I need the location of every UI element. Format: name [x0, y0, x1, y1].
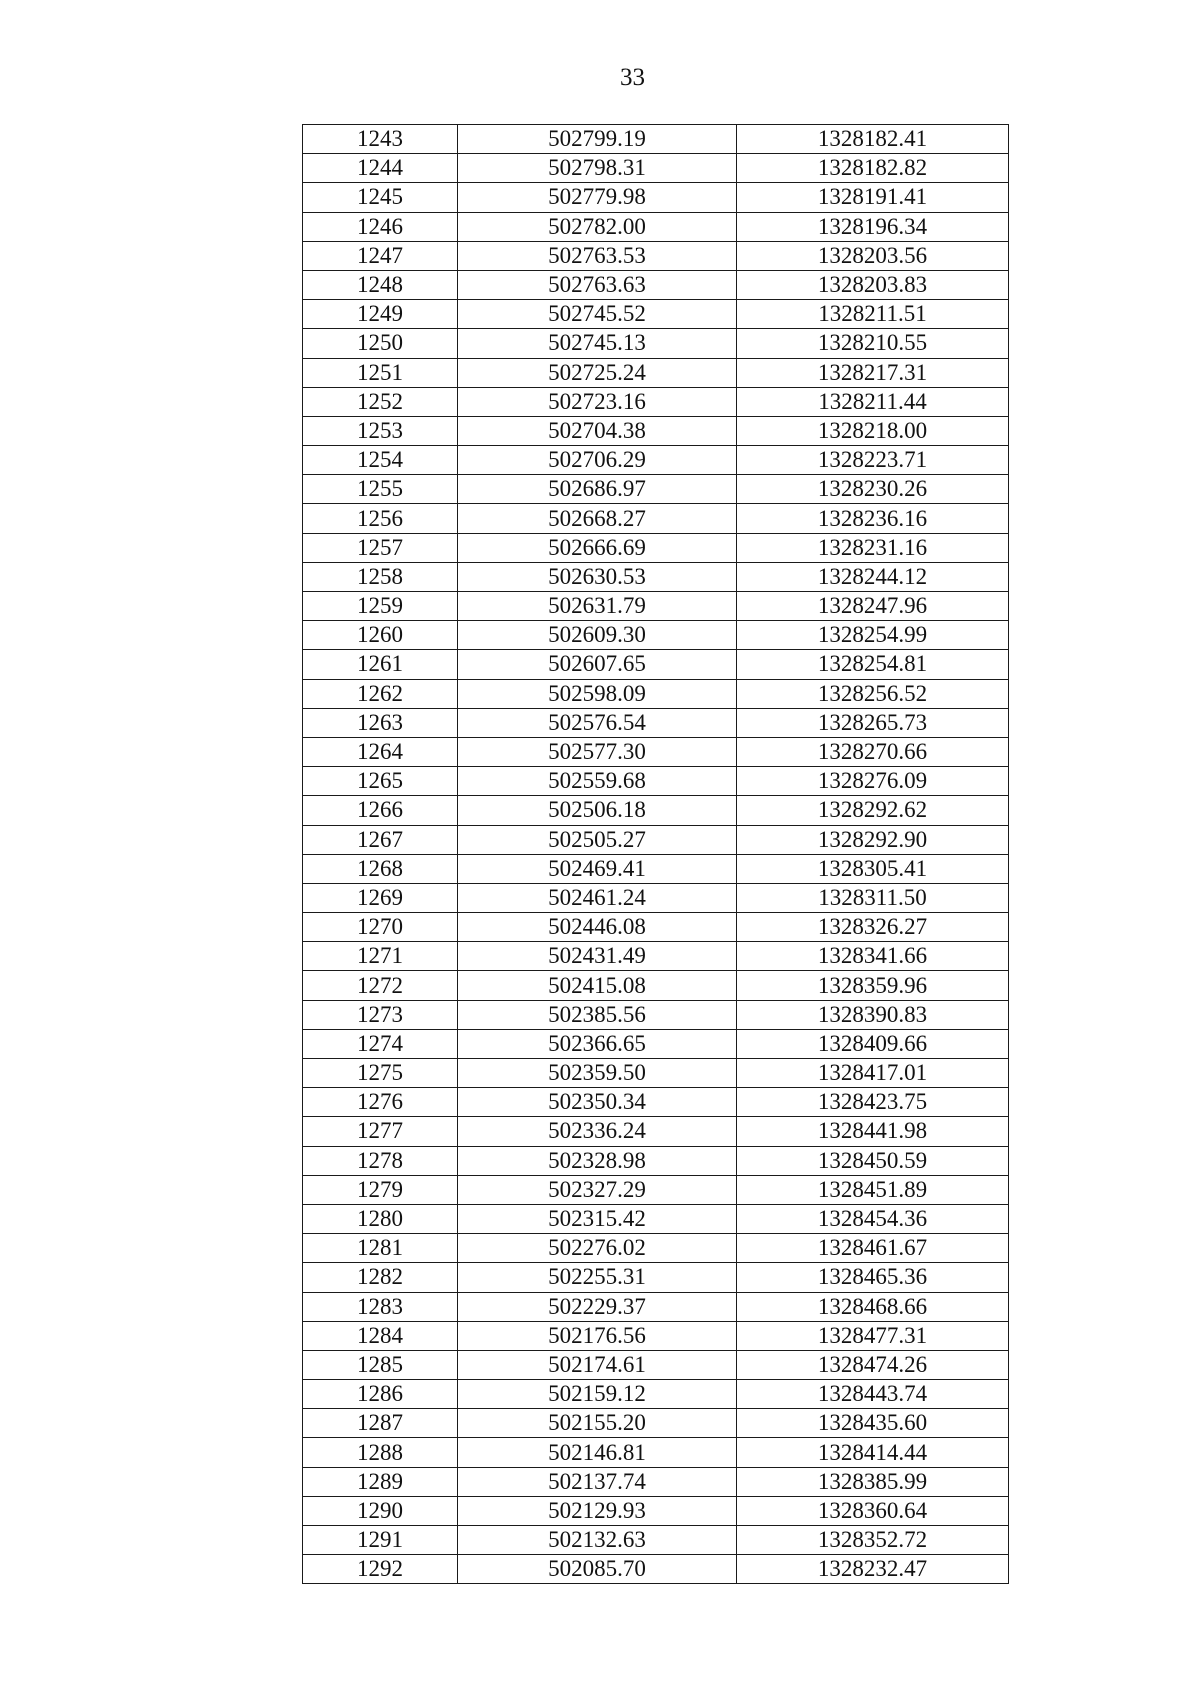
table-row [303, 1117, 1009, 1146]
table-row [303, 183, 1009, 212]
y-coordinate-cell: 1328359.96 [737, 971, 1009, 1000]
x-coordinate-cell: 502505.27 [458, 825, 737, 854]
y-coordinate-cell: 1328465.36 [737, 1263, 1009, 1292]
y-coordinate-cell: 1328435.60 [737, 1409, 1009, 1438]
table-row [303, 1204, 1009, 1233]
table-row [303, 592, 1009, 621]
x-coordinate-cell: 502431.49 [458, 942, 737, 971]
x-coordinate-cell: 502706.29 [458, 446, 737, 475]
x-coordinate-cell: 502609.30 [458, 621, 737, 650]
y-coordinate-cell: 1328247.96 [737, 592, 1009, 621]
x-coordinate-cell: 502559.68 [458, 767, 737, 796]
y-coordinate-cell: 1328326.27 [737, 913, 1009, 942]
y-coordinate-cell: 1328218.00 [737, 416, 1009, 445]
point-number-cell: 1249 [303, 300, 458, 329]
y-coordinate-cell: 1328182.41 [737, 125, 1009, 154]
point-number-cell: 1271 [303, 942, 458, 971]
table-row [303, 796, 1009, 825]
point-number-cell: 1256 [303, 504, 458, 533]
x-coordinate-cell: 502229.37 [458, 1292, 737, 1321]
table-row [303, 1350, 1009, 1379]
x-coordinate-cell: 502137.74 [458, 1467, 737, 1496]
table-row [303, 1000, 1009, 1029]
point-number-cell: 1269 [303, 883, 458, 912]
table-row [303, 1409, 1009, 1438]
point-number-cell: 1291 [303, 1526, 458, 1555]
y-coordinate-cell: 1328265.73 [737, 708, 1009, 737]
point-number-cell: 1247 [303, 241, 458, 270]
point-number-cell: 1288 [303, 1438, 458, 1467]
table-row [303, 329, 1009, 358]
point-number-cell: 1284 [303, 1321, 458, 1350]
table-row [303, 883, 1009, 912]
y-coordinate-cell: 1328191.41 [737, 183, 1009, 212]
point-number-cell: 1276 [303, 1088, 458, 1117]
point-number-cell: 1283 [303, 1292, 458, 1321]
table-row [303, 1380, 1009, 1409]
y-coordinate-cell: 1328211.51 [737, 300, 1009, 329]
table-row [303, 825, 1009, 854]
x-coordinate-cell: 502668.27 [458, 504, 737, 533]
point-number-cell: 1243 [303, 125, 458, 154]
x-coordinate-cell: 502723.16 [458, 387, 737, 416]
point-number-cell: 1278 [303, 1146, 458, 1175]
y-coordinate-cell: 1328223.71 [737, 446, 1009, 475]
point-number-cell: 1260 [303, 621, 458, 650]
x-coordinate-cell: 502745.13 [458, 329, 737, 358]
point-number-cell: 1289 [303, 1467, 458, 1496]
y-coordinate-cell: 1328203.56 [737, 241, 1009, 270]
table-row [303, 1526, 1009, 1555]
table-row [303, 942, 1009, 971]
y-coordinate-cell: 1328236.16 [737, 504, 1009, 533]
y-coordinate-cell: 1328203.83 [737, 270, 1009, 299]
y-coordinate-cell: 1328256.52 [737, 679, 1009, 708]
table-row [303, 767, 1009, 796]
x-coordinate-cell: 502666.69 [458, 533, 737, 562]
y-coordinate-cell: 1328474.26 [737, 1350, 1009, 1379]
point-number-cell: 1265 [303, 767, 458, 796]
y-coordinate-cell: 1328305.41 [737, 854, 1009, 883]
table-row [303, 1292, 1009, 1321]
table-row [303, 154, 1009, 183]
table-row [303, 212, 1009, 241]
point-number-cell: 1274 [303, 1029, 458, 1058]
y-coordinate-cell: 1328414.44 [737, 1438, 1009, 1467]
table-row [303, 241, 1009, 270]
x-coordinate-cell: 502327.29 [458, 1175, 737, 1204]
y-coordinate-cell: 1328254.99 [737, 621, 1009, 650]
x-coordinate-cell: 502159.12 [458, 1380, 737, 1409]
point-number-cell: 1259 [303, 592, 458, 621]
y-coordinate-cell: 1328468.66 [737, 1292, 1009, 1321]
y-coordinate-cell: 1328196.34 [737, 212, 1009, 241]
x-coordinate-cell: 502782.00 [458, 212, 737, 241]
x-coordinate-cell: 502631.79 [458, 592, 737, 621]
table-row [303, 1088, 1009, 1117]
x-coordinate-cell: 502415.08 [458, 971, 737, 1000]
point-number-cell: 1254 [303, 446, 458, 475]
point-number-cell: 1255 [303, 475, 458, 504]
table-row [303, 1234, 1009, 1263]
y-coordinate-cell: 1328477.31 [737, 1321, 1009, 1350]
table-row [303, 679, 1009, 708]
x-coordinate-cell: 502155.20 [458, 1409, 737, 1438]
x-coordinate-cell: 502725.24 [458, 358, 737, 387]
x-coordinate-cell: 502630.53 [458, 562, 737, 591]
y-coordinate-cell: 1328232.47 [737, 1555, 1009, 1584]
point-number-cell: 1279 [303, 1175, 458, 1204]
y-coordinate-cell: 1328461.67 [737, 1234, 1009, 1263]
table-row [303, 854, 1009, 883]
x-coordinate-cell: 502799.19 [458, 125, 737, 154]
y-coordinate-cell: 1328341.66 [737, 942, 1009, 971]
x-coordinate-cell: 502385.56 [458, 1000, 737, 1029]
x-coordinate-cell: 502315.42 [458, 1204, 737, 1233]
table-row [303, 446, 1009, 475]
x-coordinate-cell: 502469.41 [458, 854, 737, 883]
x-coordinate-cell: 502446.08 [458, 913, 737, 942]
table-row [303, 1029, 1009, 1058]
y-coordinate-cell: 1328217.31 [737, 358, 1009, 387]
x-coordinate-cell: 502146.81 [458, 1438, 737, 1467]
point-number-cell: 1252 [303, 387, 458, 416]
x-coordinate-cell: 502328.98 [458, 1146, 737, 1175]
table-row [303, 562, 1009, 591]
table-row [303, 533, 1009, 562]
y-coordinate-cell: 1328443.74 [737, 1380, 1009, 1409]
y-coordinate-cell: 1328454.36 [737, 1204, 1009, 1233]
point-number-cell: 1272 [303, 971, 458, 1000]
table-row [303, 300, 1009, 329]
y-coordinate-cell: 1328276.09 [737, 767, 1009, 796]
y-coordinate-cell: 1328423.75 [737, 1088, 1009, 1117]
x-coordinate-cell: 502336.24 [458, 1117, 737, 1146]
point-number-cell: 1257 [303, 533, 458, 562]
y-coordinate-cell: 1328360.64 [737, 1496, 1009, 1525]
y-coordinate-cell: 1328230.26 [737, 475, 1009, 504]
table-row [303, 971, 1009, 1000]
point-number-cell: 1261 [303, 650, 458, 679]
coordinates-table [302, 124, 1009, 1584]
coordinates-table-body [303, 125, 1009, 1584]
y-coordinate-cell: 1328390.83 [737, 1000, 1009, 1029]
y-coordinate-cell: 1328254.81 [737, 650, 1009, 679]
point-number-cell: 1290 [303, 1496, 458, 1525]
point-number-cell: 1244 [303, 154, 458, 183]
table-row [303, 1175, 1009, 1204]
point-number-cell: 1270 [303, 913, 458, 942]
x-coordinate-cell: 502255.31 [458, 1263, 737, 1292]
point-number-cell: 1253 [303, 416, 458, 445]
y-coordinate-cell: 1328409.66 [737, 1029, 1009, 1058]
y-coordinate-cell: 1328292.90 [737, 825, 1009, 854]
table-row [303, 1059, 1009, 1088]
table-row [303, 475, 1009, 504]
x-coordinate-cell: 502366.65 [458, 1029, 737, 1058]
x-coordinate-cell: 502607.65 [458, 650, 737, 679]
table-row [303, 270, 1009, 299]
x-coordinate-cell: 502176.56 [458, 1321, 737, 1350]
x-coordinate-cell: 502598.09 [458, 679, 737, 708]
x-coordinate-cell: 502506.18 [458, 796, 737, 825]
table-row [303, 1321, 1009, 1350]
x-coordinate-cell: 502577.30 [458, 737, 737, 766]
point-number-cell: 1281 [303, 1234, 458, 1263]
x-coordinate-cell: 502745.52 [458, 300, 737, 329]
point-number-cell: 1282 [303, 1263, 458, 1292]
x-coordinate-cell: 502576.54 [458, 708, 737, 737]
point-number-cell: 1245 [303, 183, 458, 212]
point-number-cell: 1285 [303, 1350, 458, 1379]
x-coordinate-cell: 502129.93 [458, 1496, 737, 1525]
point-number-cell: 1262 [303, 679, 458, 708]
y-coordinate-cell: 1328450.59 [737, 1146, 1009, 1175]
table-row [303, 737, 1009, 766]
point-number-cell: 1268 [303, 854, 458, 883]
x-coordinate-cell: 502276.02 [458, 1234, 737, 1263]
point-number-cell: 1251 [303, 358, 458, 387]
y-coordinate-cell: 1328417.01 [737, 1059, 1009, 1088]
y-coordinate-cell: 1328211.44 [737, 387, 1009, 416]
table-row [303, 708, 1009, 737]
x-coordinate-cell: 502174.61 [458, 1350, 737, 1379]
point-number-cell: 1258 [303, 562, 458, 591]
point-number-cell: 1263 [303, 708, 458, 737]
x-coordinate-cell: 502350.34 [458, 1088, 737, 1117]
point-number-cell: 1273 [303, 1000, 458, 1029]
point-number-cell: 1292 [303, 1555, 458, 1584]
point-number-cell: 1287 [303, 1409, 458, 1438]
x-coordinate-cell: 502359.50 [458, 1059, 737, 1088]
y-coordinate-cell: 1328244.12 [737, 562, 1009, 591]
table-row [303, 621, 1009, 650]
point-number-cell: 1246 [303, 212, 458, 241]
y-coordinate-cell: 1328311.50 [737, 883, 1009, 912]
point-number-cell: 1267 [303, 825, 458, 854]
table-row [303, 1496, 1009, 1525]
table-row [303, 358, 1009, 387]
x-coordinate-cell: 502132.63 [458, 1526, 737, 1555]
table-row [303, 650, 1009, 679]
y-coordinate-cell: 1328292.62 [737, 796, 1009, 825]
table-row [303, 1263, 1009, 1292]
x-coordinate-cell: 502763.53 [458, 241, 737, 270]
table-row [303, 504, 1009, 533]
table-row [303, 125, 1009, 154]
y-coordinate-cell: 1328441.98 [737, 1117, 1009, 1146]
table-row [303, 387, 1009, 416]
x-coordinate-cell: 502763.63 [458, 270, 737, 299]
x-coordinate-cell: 502085.70 [458, 1555, 737, 1584]
table-row [303, 1555, 1009, 1584]
point-number-cell: 1280 [303, 1204, 458, 1233]
x-coordinate-cell: 502686.97 [458, 475, 737, 504]
point-number-cell: 1275 [303, 1059, 458, 1088]
page-number: 33 [620, 64, 645, 91]
x-coordinate-cell: 502779.98 [458, 183, 737, 212]
point-number-cell: 1277 [303, 1117, 458, 1146]
x-coordinate-cell: 502461.24 [458, 883, 737, 912]
y-coordinate-cell: 1328182.82 [737, 154, 1009, 183]
table-row [303, 1438, 1009, 1467]
point-number-cell: 1266 [303, 796, 458, 825]
table-row [303, 913, 1009, 942]
table-row [303, 1467, 1009, 1496]
y-coordinate-cell: 1328352.72 [737, 1526, 1009, 1555]
table-row [303, 1146, 1009, 1175]
point-number-cell: 1250 [303, 329, 458, 358]
point-number-cell: 1264 [303, 737, 458, 766]
x-coordinate-cell: 502798.31 [458, 154, 737, 183]
y-coordinate-cell: 1328210.55 [737, 329, 1009, 358]
point-number-cell: 1248 [303, 270, 458, 299]
y-coordinate-cell: 1328451.89 [737, 1175, 1009, 1204]
x-coordinate-cell: 502704.38 [458, 416, 737, 445]
y-coordinate-cell: 1328385.99 [737, 1467, 1009, 1496]
y-coordinate-cell: 1328231.16 [737, 533, 1009, 562]
point-number-cell: 1286 [303, 1380, 458, 1409]
table-row [303, 416, 1009, 445]
y-coordinate-cell: 1328270.66 [737, 737, 1009, 766]
